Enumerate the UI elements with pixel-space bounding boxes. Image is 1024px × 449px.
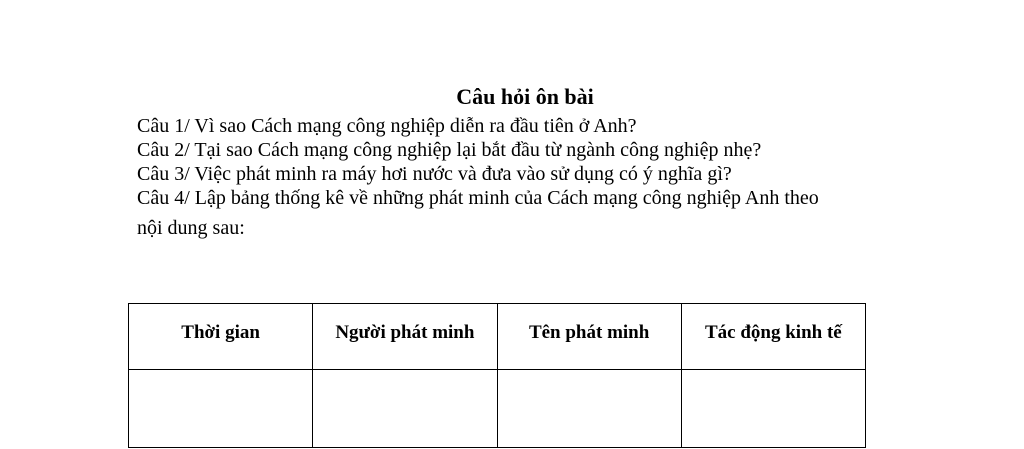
cell-inventor bbox=[313, 370, 497, 448]
cell-time bbox=[129, 370, 313, 448]
header-inventor: Người phát minh bbox=[313, 304, 497, 370]
inventions-table bbox=[128, 303, 866, 448]
table-header-row bbox=[129, 304, 866, 370]
question-3: Câu 3/ Việc phát minh ra máy hơi nước và đưa vào sử dụng có ý nghĩa gì? bbox=[137, 163, 732, 185]
question-2: Câu 2/ Tại sao Cách mạng công nghiệp lại bắt đầu từ ngành công nghiệp nhẹ? bbox=[137, 139, 762, 161]
question-4: Câu 4/ Lập bảng thống kê về những phát minh của Cách mạng công nghiệp Anh theo bbox=[137, 187, 819, 209]
table-row bbox=[129, 370, 866, 448]
header-economic-impact: Tác động kinh tế bbox=[681, 304, 865, 370]
header-time: Thời gian bbox=[129, 304, 313, 370]
cell-economic-impact bbox=[681, 370, 865, 448]
header-invention-name: Tên phát minh bbox=[497, 304, 681, 370]
question-list bbox=[137, 114, 819, 240]
question-1: Câu 1/ Vì sao Cách mạng công nghiệp diễn ra đầu tiên ở Anh? bbox=[137, 115, 637, 137]
question-4-continuation: nội dung sau: bbox=[137, 217, 245, 239]
document-title: Câu hỏi ôn bài bbox=[456, 84, 594, 109]
cell-invention-name bbox=[497, 370, 681, 448]
